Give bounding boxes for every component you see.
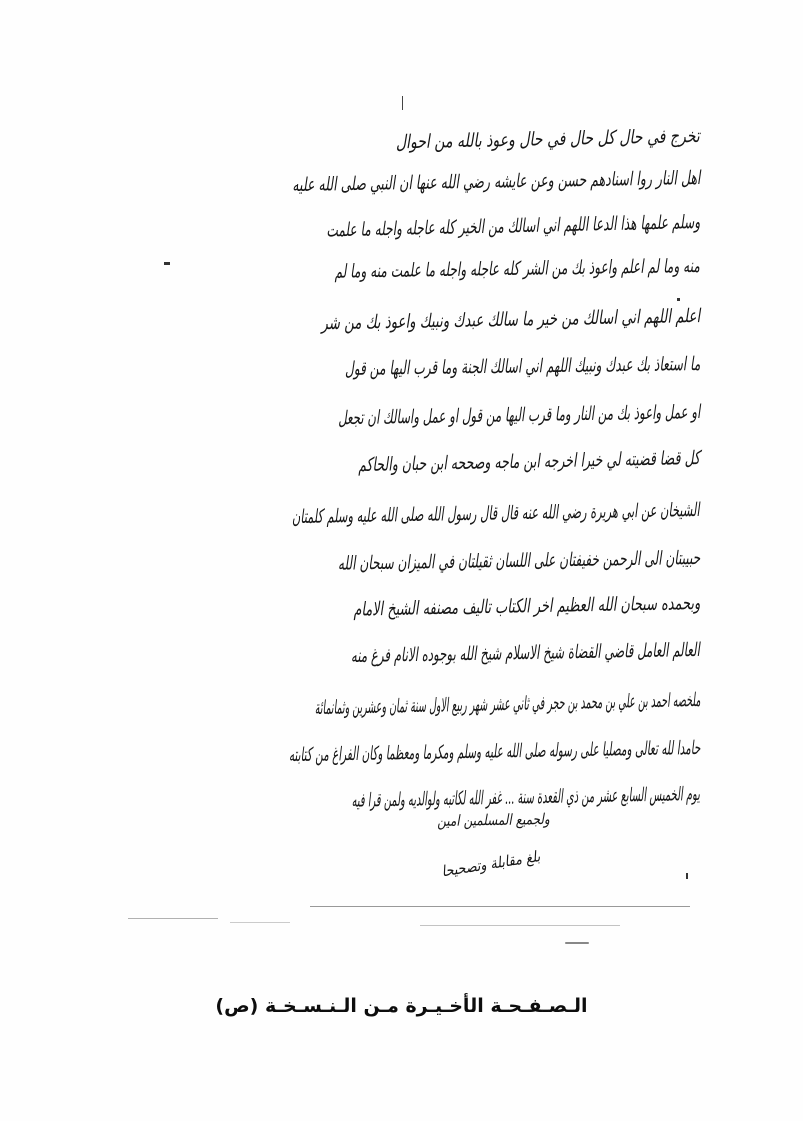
manuscript-line: يوم الخميس السابع عشر من ذي القعدة سنة ... غفر الله لكاتبه ولوالديه ولمن قرا فيه — [351, 783, 701, 812]
scan-noise-line — [420, 925, 620, 926]
manuscript-line: حبيبتان الى الرحمن خفيفتان على اللسان ثقيلتان في الميزان سبحان الله — [337, 547, 701, 575]
manuscript-line: الشيخان عن ابي هريرة رضي الله عنه قال قال رسول الله صلى الله عليه وسلم كلمتان — [292, 499, 701, 529]
page-caption: الـصـفـحـة الأخـيـرة مـن الـنـسـخـة (ص) — [215, 995, 588, 1017]
manuscript-line: العالم العامل قاضي القضاة شيخ الاسلام شيخ الله بوجوده الانام فرغ منه — [350, 639, 701, 668]
scan-mark — [402, 96, 403, 110]
scan-noise-line — [230, 922, 290, 923]
manuscript-text-block — [140, 95, 700, 895]
manuscript-line: اهل النار روا اسنادهم حسن وعن عايشه رضي الله عنها ان النبي صلى الله عليه — [291, 167, 701, 197]
scan-mark — [164, 262, 170, 265]
scan-mark — [677, 298, 680, 301]
manuscript-line: حامدا لله تعالى ومصليا على رسوله صلى الله عليه وسلم ومكرما ومعظما وكان الفراغ من كتابته — [288, 737, 701, 767]
manuscript-line: اعلم اللهم اني اسالك من خير ما سالك عبدك ونبيك واعوذ بك من شر — [321, 305, 701, 335]
manuscript-line: منه وما لم اعلم واعوذ بك من الشر كله عاجله واجله ما علمت منه وما لم — [334, 255, 701, 283]
manuscript-line: كل قضا قضيته لي خيرا اخرجه ابن ماجه وصححه ابن حبان والحاكم — [358, 447, 701, 477]
manuscript-line: وبحمده سبحان الله العظيم اخر الكتاب تاليف مصنفه الشيخ الامام — [352, 592, 701, 621]
manuscript-line: بلغ مقابلة وتصحيحا — [440, 847, 542, 881]
manuscript-line: وسلم علمها هذا الدعا اللهم اني اسالك من الخير كله عاجله واجله ما علمت — [326, 211, 701, 242]
scan-noise-line — [310, 906, 690, 907]
scan-noise-line — [128, 918, 218, 919]
manuscript-line: تخرج في حال كل حال في حال وعوذ بالله من احوال — [395, 125, 701, 154]
manuscript-line: ما استعاذ بك عبدك ونبيك اللهم اني اسالك الجنة وما قرب اليها من قول — [344, 353, 701, 380]
manuscript-line: ولجميع المسلمين امين — [437, 810, 551, 830]
scan-noise-line — [565, 942, 589, 944]
manuscript-line: او عمل واعوذ بك من النار وما قرب اليها من قول او عمل واسالك ان تجعل — [337, 401, 701, 430]
scan-mark — [686, 873, 688, 879]
manuscript-line: ملخصه احمد بن علي بن محمد بن حجر في ثاني عشر شهر ربيع الاول سنة ثمان وعشرين وثمانمائة — [314, 689, 701, 720]
